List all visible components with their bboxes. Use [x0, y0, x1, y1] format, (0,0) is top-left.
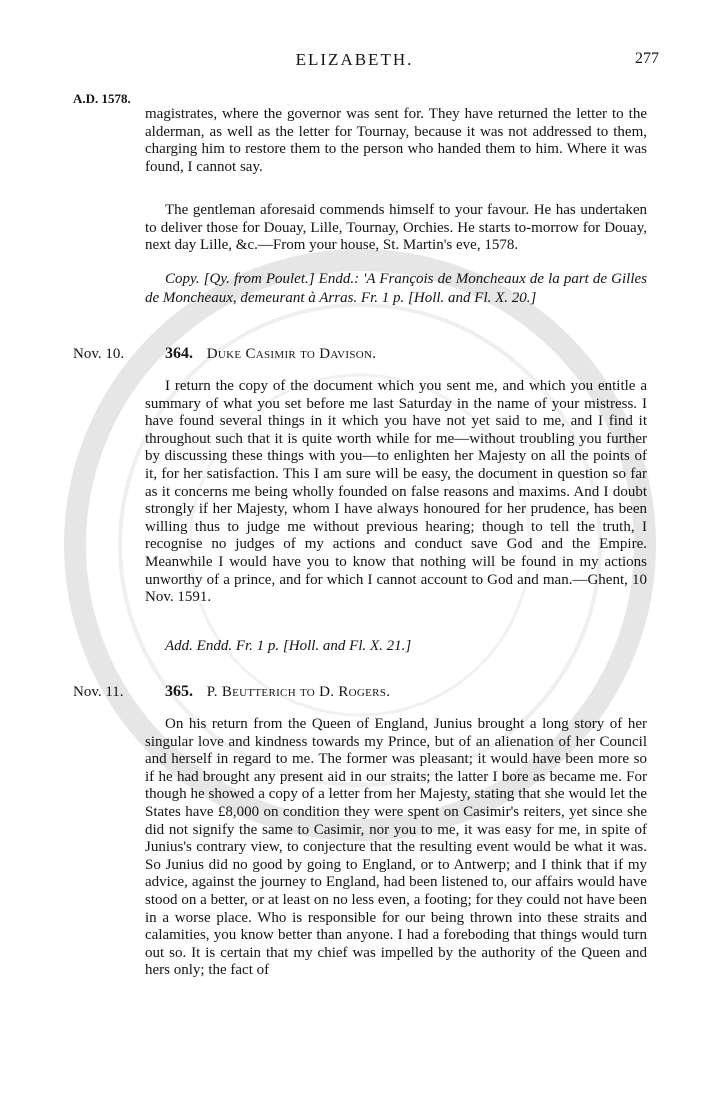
page-number: 277: [635, 50, 659, 67]
entry-text: I return the copy of the document which you sent me, and which you entitle a summary of what you set before me last Saturday in the name of your mistress. I have found several things in it which you have not yet said to me, and I find it throughout such that it is quite worth while for me—without troubling you further by discussing these things with you—to enlighten her Majesty on all the points of it, for her satisfaction. This I am sure will be easy, the document in question so far as it concerns me being wholly founded on false reasons and maxims. And I doubt strongly if her Majesty, whom I have always honoured for her prudence, has been willing thus to judge me without previous hearing; though to tell the truth, I recognise no judges of my actions and conduct save God and the Empire. Meanwhile I would have you to know that nothing will be found in my actions unworthy of a prince, and for which I cannot account to God and man.—Ghent, 10 Nov. 1591.: [145, 378, 647, 606]
entry-heading: [165, 345, 376, 363]
entry-title: Duke Casimir to Davison.: [206, 346, 377, 362]
page-header: [0, 50, 709, 76]
entry-number: 365.: [165, 683, 193, 700]
continuation-paragraph: magistrates, where the governor was sent for. They have returned the letter to the alderman, as well as the letter for Tournay, because it was not addressed to them, charging him to restore them to the person who handed them to him. Where it was found, I cannot say.: [145, 106, 647, 175]
running-title: ELIZABETH.: [295, 50, 414, 69]
entry-date: Nov. 11.: [73, 684, 124, 700]
entry-date: Nov. 10.: [73, 346, 125, 362]
entry-title: P. Beutterich to D. Rogers.: [206, 684, 391, 700]
document-note: Copy. [Qy. from Poulet.] Endd.: 'A François de Moncheaux de la part de Gilles de Moncheaux, demeurant à Arras. Fr. 1 p. [Holl. and Fl. X. 20.]: [145, 271, 647, 306]
entry-heading: [165, 683, 390, 701]
continuation-paragraph: The gentleman aforesaid commends himself to your favour. He has undertaken to deliver those for Douay, Lille, Tournay, Orchies. He starts to-morrow for Douay, next day Lille, &c.—From your house, St. Martin's eve, 1578.: [145, 202, 647, 254]
entry-number: 364.: [165, 345, 193, 362]
entry-text: On his return from the Queen of England, Junius brought a long story of her singular love and kindness towards my Prince, but of an alienation of her Council and herself in regard to me. The former was pleasant; it would have been more so if he had brought any present aid in our straits; the latter I bore as became me. For though he showed a copy of a letter from her Majesty, stating that she would let the States have £8,000 on condition they were spent on Casimir's reiters, yet since she did not signify the same to Casimir, nor you to me, it was easy for me, in spite of Junius's contrary view, to conjecture that the resulting event would be what it was. So Junius did no good by going to England, or to Antwerp; and I think that if my advice, against the journey to England, had been listened to, our affairs would have stood on a better, or at least on no less even, a footing; for they could not have been in a worse place. Who is responsible for our being thrown into these straits and calamities, you know better than anyone. I had a foreboding that things would turn out so. It is certain that my chief was impelled by the authority of the Queen and hers only; the fact of: [145, 716, 647, 979]
entry-note: Add. Endd. Fr. 1 p. [Holl. and Fl. X. 21.]: [165, 638, 412, 654]
margin-year: A.D. 1578.: [73, 91, 131, 106]
